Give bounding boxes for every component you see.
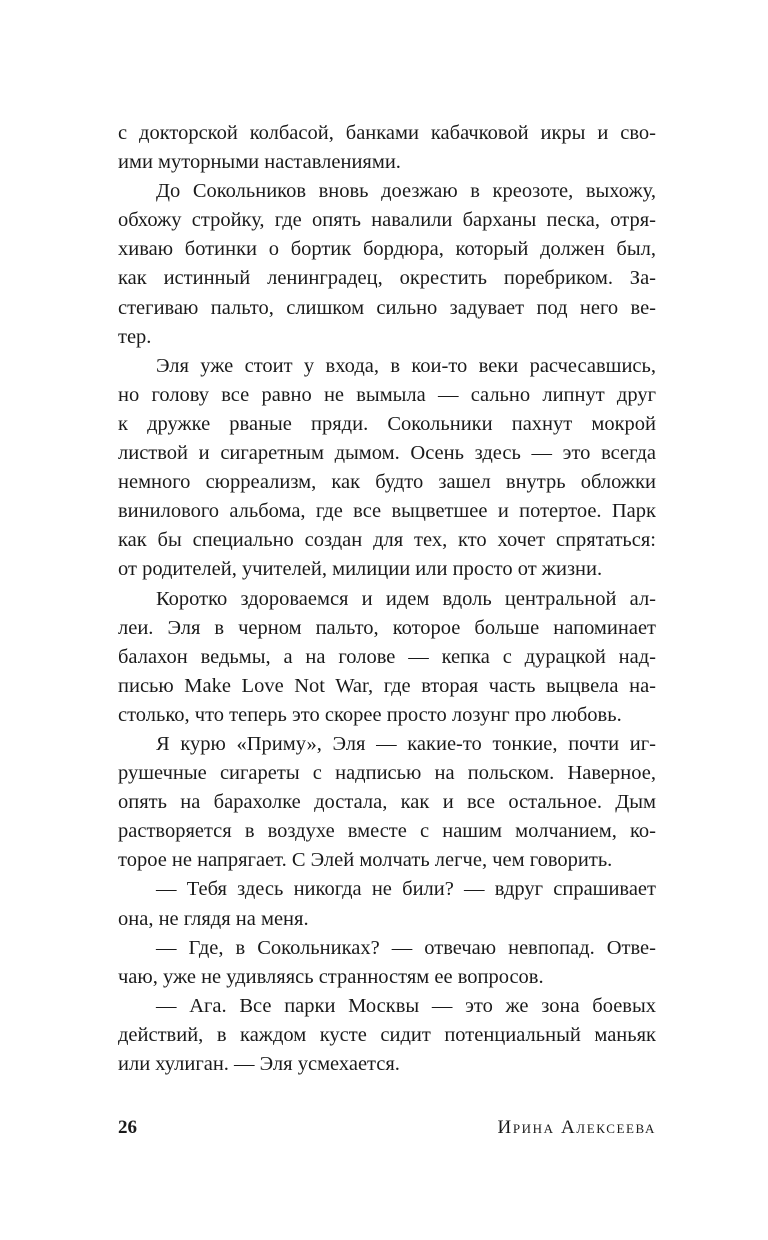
text-line: немного сюрреализм, как будто зашел внутрь обложки — [118, 471, 656, 494]
text-line: — Тебя здесь никогда не били? — вдруг спрашивает — [156, 878, 656, 901]
text-line: к дружке рваные пряди. Сокольники пахнут мокрой — [118, 412, 656, 435]
text-line: как бы специально создан для тех, кто хочет спрятаться: — [118, 529, 656, 552]
text-line: растворяется в воздухе вместе с нашим молчанием, ко- — [118, 820, 656, 843]
text-line: — Где, в Сокольниках? — отвечаю невпопад. Отве- — [156, 936, 656, 959]
text-line: от родителей, учителей, милиции или просто от жизни. — [118, 558, 603, 581]
text-line: балахон ведьмы, а на голове — кепка с дурацкой над- — [118, 645, 656, 668]
text-line: или хулиган. — Эля усмехается. — [118, 1053, 400, 1075]
text-line: Эля уже стоит у входа, в кои-то веки расчесавшись, — [156, 354, 656, 377]
text-line: писью Make Love Not War, где вторая часть выцвела на- — [118, 674, 656, 697]
text-line: действий, в каждом кусте сидит потенциальный маньяк — [118, 1023, 656, 1046]
text-line: — Ага. Все парки Москвы — это же зона боевых — [156, 994, 656, 1017]
text-line: с докторской колбасой, банками кабачковой икры и сво- — [118, 122, 656, 144]
text-line: хиваю ботинки о бортик бордюра, который должен был, — [118, 238, 656, 261]
text-line: леи. Эля в черном пальто, которое больше напоминает — [118, 616, 656, 639]
text-line: чаю, уже не удивляясь странностям ее вопросов. — [118, 965, 544, 988]
text-line: стегиваю пальто, слишком сильно задувает под него ве- — [118, 296, 656, 319]
text-line: опять на барахолке достала, как и все остальное. Дым — [118, 791, 656, 814]
text-line: как истинный ленинградец, окрестить поребриком. За- — [118, 267, 656, 290]
text-line: она, не глядя на меня. — [118, 907, 309, 930]
running-head-author: Ирина Алексеева — [497, 1117, 656, 1138]
text-line: но голову все равно не вымыла — сально липнут друг — [118, 383, 656, 406]
text-line: торое не напрягает. С Элей молчать легче, чем говорить. — [118, 849, 613, 872]
text-line: рушечные сигареты с надписью на польском. Наверное, — [118, 762, 656, 785]
text-line: ими муторными наставлениями. — [118, 151, 401, 174]
body-text — [118, 119, 656, 1079]
text-line: Я курю «Приму», Эля — какие-то тонкие, почти иг- — [156, 732, 656, 755]
text-line: столько, что теперь это скорее просто лозунг про любовь. — [118, 703, 622, 726]
text-line: винилового альбома, где все выцветшее и потертое. Парк — [118, 500, 656, 523]
page-footer — [118, 1117, 656, 1147]
text-line: Коротко здороваемся и идем вдоль центральной ал- — [156, 587, 656, 610]
text-line: тер. — [118, 325, 152, 348]
text-line: листвой и сигаретным дымом. Осень здесь — это всегда — [118, 442, 656, 465]
page-number: 26 — [118, 1117, 137, 1138]
text-line: обхожу стройку, где опять навалили барханы песка, отря- — [118, 209, 656, 232]
text-line: До Сокольников вновь доезжаю в креозоте, выхожу, — [156, 180, 656, 203]
